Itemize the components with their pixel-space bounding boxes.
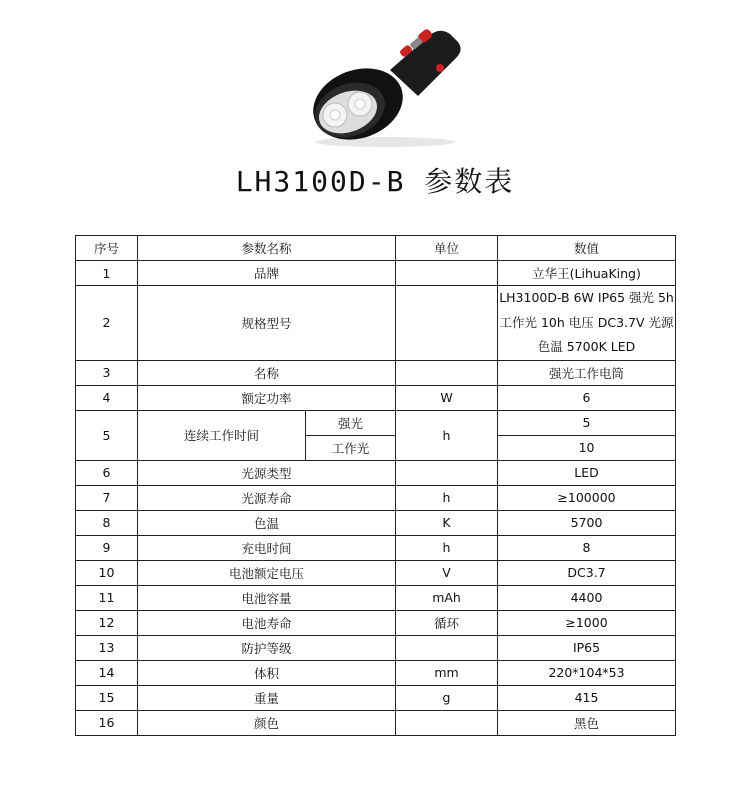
row-unit: h bbox=[396, 535, 498, 560]
row-unit bbox=[396, 460, 498, 485]
table-row bbox=[76, 385, 676, 410]
table-row bbox=[76, 635, 676, 660]
row-unit bbox=[396, 635, 498, 660]
row-name: 规格型号 bbox=[138, 286, 396, 361]
row-value: 4400 bbox=[498, 585, 676, 610]
table-row bbox=[76, 460, 676, 485]
table-row bbox=[76, 660, 676, 685]
row-no: 7 bbox=[76, 485, 138, 510]
row-no: 6 bbox=[76, 460, 138, 485]
row-name: 电池寿命 bbox=[138, 610, 396, 635]
row-no: 15 bbox=[76, 685, 138, 710]
row-unit: 循环 bbox=[396, 610, 498, 635]
table-row bbox=[76, 535, 676, 560]
row-value: 220*104*53 bbox=[498, 660, 676, 685]
table-row bbox=[76, 286, 676, 361]
row-unit bbox=[396, 286, 498, 361]
row-no: 16 bbox=[76, 710, 138, 735]
row-no: 14 bbox=[76, 660, 138, 685]
header-no: 序号 bbox=[76, 236, 138, 261]
row-no: 11 bbox=[76, 585, 138, 610]
table-row bbox=[76, 610, 676, 635]
row-name: 名称 bbox=[138, 360, 396, 385]
row-value: 8 bbox=[498, 535, 676, 560]
row-name: 品牌 bbox=[138, 261, 396, 286]
row-no: 3 bbox=[76, 360, 138, 385]
row-unit bbox=[396, 360, 498, 385]
table-row bbox=[76, 261, 676, 286]
row-value: 强光工作电筒 bbox=[498, 360, 676, 385]
row-no: 12 bbox=[76, 610, 138, 635]
page-title: LH3100D-B 参数表 bbox=[235, 165, 515, 198]
table-row bbox=[76, 510, 676, 535]
row-unit: V bbox=[396, 560, 498, 585]
row-value: 黑色 bbox=[498, 710, 676, 735]
row-no: 2 bbox=[76, 286, 138, 361]
row-unit bbox=[396, 710, 498, 735]
row-name: 体积 bbox=[138, 660, 396, 685]
row-value: LH3100D-B 6W IP65 强光 5h 工作光 10h 电压 DC3.7V 光源色温 5700K LED bbox=[498, 286, 676, 361]
row-no: 1 bbox=[76, 261, 138, 286]
row-value: 10 bbox=[498, 435, 676, 460]
row-name: 防护等级 bbox=[138, 635, 396, 660]
table-row bbox=[76, 710, 676, 735]
row-name: 电池额定电压 bbox=[138, 560, 396, 585]
row-name: 连续工作时间 bbox=[138, 410, 306, 460]
row-subname: 工作光 bbox=[306, 435, 396, 460]
row-value: LED bbox=[498, 460, 676, 485]
row-no: 9 bbox=[76, 535, 138, 560]
row-value: 5 bbox=[498, 410, 676, 435]
row-unit: mAh bbox=[396, 585, 498, 610]
spec-table bbox=[75, 235, 676, 736]
table-row bbox=[76, 585, 676, 610]
row-no: 13 bbox=[76, 635, 138, 660]
row-no: 5 bbox=[76, 410, 138, 460]
row-no: 10 bbox=[76, 560, 138, 585]
row-value: ≥1000 bbox=[498, 610, 676, 635]
row-name: 充电时间 bbox=[138, 535, 396, 560]
row-unit: h bbox=[396, 410, 498, 460]
table-row bbox=[76, 360, 676, 385]
row-value: 415 bbox=[498, 685, 676, 710]
row-unit: mm bbox=[396, 660, 498, 685]
row-unit: g bbox=[396, 685, 498, 710]
row-name: 重量 bbox=[138, 685, 396, 710]
flashlight-image bbox=[290, 0, 470, 150]
row-value: IP65 bbox=[498, 635, 676, 660]
row-name: 光源寿命 bbox=[138, 485, 396, 510]
row-no: 4 bbox=[76, 385, 138, 410]
table-row bbox=[76, 410, 676, 435]
table-row bbox=[76, 560, 676, 585]
row-unit: h bbox=[396, 485, 498, 510]
table-row bbox=[76, 485, 676, 510]
row-no: 8 bbox=[76, 510, 138, 535]
row-unit: W bbox=[396, 385, 498, 410]
row-value: 6 bbox=[498, 385, 676, 410]
header-unit: 单位 bbox=[396, 236, 498, 261]
table-row bbox=[76, 685, 676, 710]
row-subname: 强光 bbox=[306, 410, 396, 435]
row-name: 颜色 bbox=[138, 710, 396, 735]
row-value: DC3.7 bbox=[498, 560, 676, 585]
row-name: 光源类型 bbox=[138, 460, 396, 485]
row-value: 5700 bbox=[498, 510, 676, 535]
row-name: 色温 bbox=[138, 510, 396, 535]
header-name: 参数名称 bbox=[138, 236, 396, 261]
row-unit bbox=[396, 261, 498, 286]
row-value: 立华王(LihuaKing) bbox=[498, 261, 676, 286]
row-name: 电池容量 bbox=[138, 585, 396, 610]
row-value: ≥100000 bbox=[498, 485, 676, 510]
row-unit: K bbox=[396, 510, 498, 535]
row-name: 额定功率 bbox=[138, 385, 396, 410]
header-value: 数值 bbox=[498, 236, 676, 261]
table-header-row bbox=[76, 236, 676, 261]
